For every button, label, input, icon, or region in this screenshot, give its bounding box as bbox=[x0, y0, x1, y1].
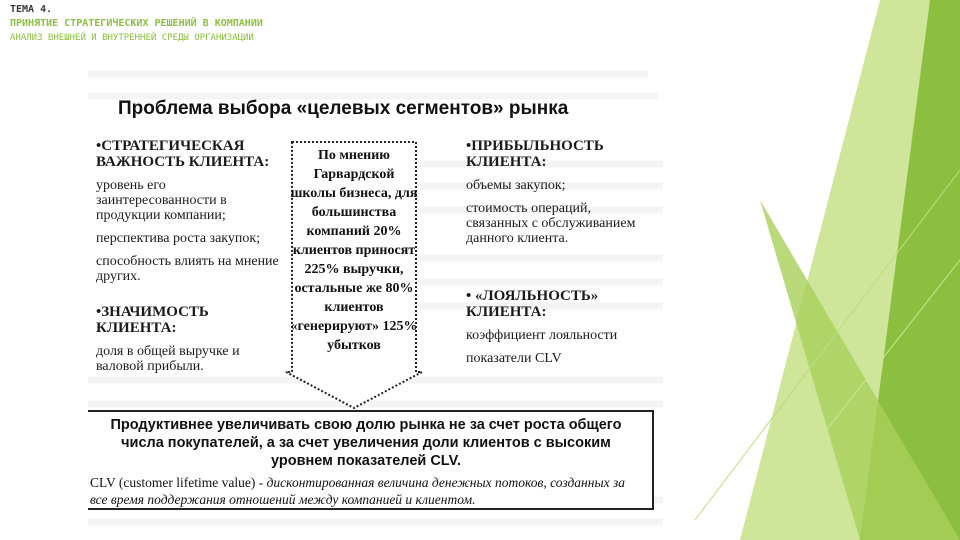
scanned-slide-image bbox=[88, 60, 668, 540]
conclusion-box bbox=[88, 410, 654, 510]
conclusion-text: Продуктивнее увеличивать свою долю рынка не за счет роста общего числа покупателей, а за счет увеличения доли клиентов с высоким уровнем показателей CLV. bbox=[110, 417, 622, 469]
profit-item: объемы закупок; bbox=[466, 178, 566, 193]
significance-heading: •ЗНАЧИМОСТЬ КЛИЕНТА: bbox=[96, 304, 209, 336]
clv-term: CLV (customer lifetime value) bbox=[90, 475, 256, 490]
strategic-heading: •СТРАТЕГИЧЕСКАЯ ВАЖНОСТЬ КЛИЕНТА: bbox=[96, 138, 270, 170]
profit-item: стоимость операций, связанных с обслуживанием данного клиента. bbox=[466, 201, 636, 246]
strategic-item: уровень его заинтересованности в продукции компании; bbox=[96, 178, 227, 223]
subject-title: ПРИНЯТИЕ СТРАТЕГИЧЕСКИХ РЕШЕНИЙ В КОМПАНИИ bbox=[10, 18, 263, 29]
strategic-item: способность влиять на мнение других. bbox=[96, 254, 279, 284]
loyalty-heading: • «ЛОЯЛЬНОСТЬ» КЛИЕНТА: bbox=[466, 288, 599, 320]
loyalty-item: показатели CLV bbox=[466, 351, 562, 366]
clv-definition-text: - дисконтированная величина денежных потоков, созданных за все время поддержания отношений между компанией и клиентом. bbox=[90, 475, 625, 507]
slide-header bbox=[10, 3, 263, 45]
topic-label: ТЕМА 4. bbox=[10, 4, 53, 15]
right-column-lower bbox=[466, 288, 656, 374]
section-subtitle: АНАЛИЗ ВНЕШНЕЙ И ВНУТРЕННЕЙ СРЕДЫ ОРГАНИЗАЦИИ bbox=[10, 33, 254, 43]
strategic-item: перспектива роста закупок; bbox=[96, 231, 261, 246]
left-column-lower bbox=[96, 304, 286, 382]
profit-heading: •ПРИБЫЛЬНОСТЬ КЛИЕНТА: bbox=[466, 138, 604, 170]
right-column bbox=[466, 138, 656, 254]
slide-title: Проблема выбора «целевых сегментов» рынка bbox=[118, 98, 569, 119]
left-column bbox=[96, 138, 286, 292]
significance-item: доля в общей выручке и валовой прибыли. bbox=[96, 344, 240, 374]
clv-definition bbox=[90, 474, 642, 508]
arrow-text: По мнению Гарвардской школы бизнеса, для большинства компаний 20% клиентов приносят 225% выручки, остальные же 80% клиентов «генерируют» 125% убытков bbox=[290, 148, 418, 353]
loyalty-item: коэффициент лояльности bbox=[466, 328, 618, 343]
